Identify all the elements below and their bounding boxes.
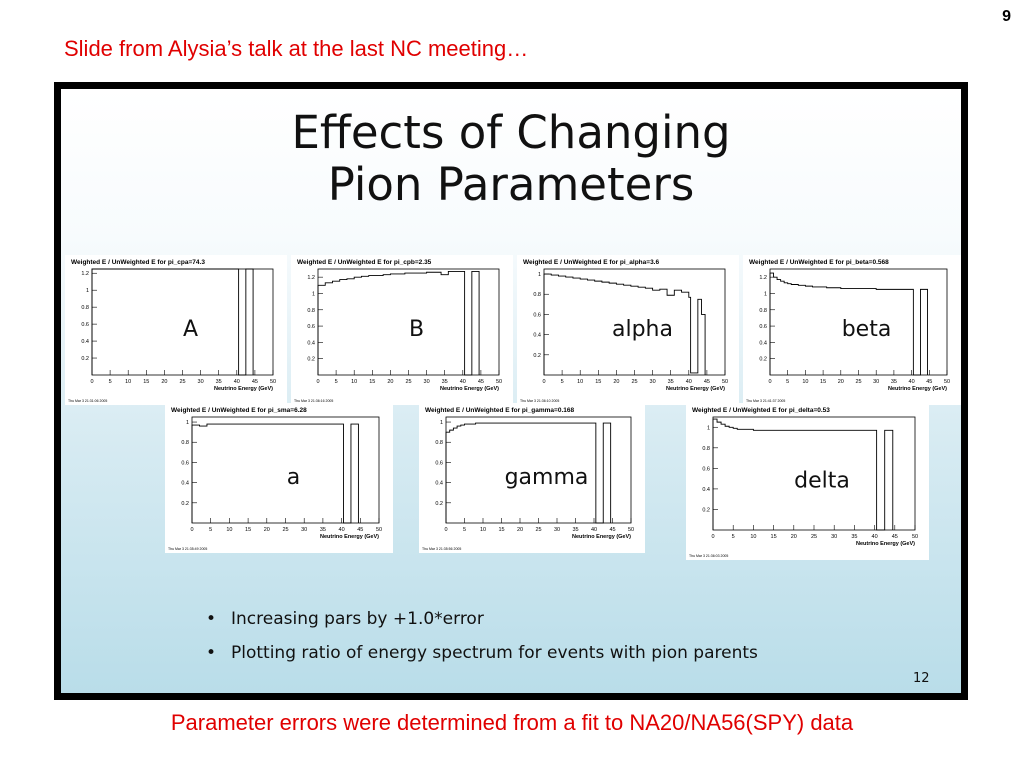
x-tick-label: 45 [703,379,710,385]
x-tick-label: 10 [750,534,757,540]
y-tick-label: 0.8 [759,307,767,314]
y-tick-label: 0.8 [435,440,443,447]
chart-svg [686,403,929,560]
slide-title-line-2: Pion Parameters [327,158,695,211]
chart-title: Weighted E / UnWeighted E for pi_alpha=3.6 [523,259,660,266]
y-tick-label: 1 [85,288,89,295]
x-tick-label: 40 [908,379,915,385]
x-tick-label: 45 [251,379,258,385]
x-tick-label: 50 [721,379,729,385]
y-tick-label: 0.6 [81,322,89,329]
x-tick-label: 35 [441,379,448,385]
y-tick-label: 0.8 [533,292,541,299]
top-caption: Slide from Alysia’s talk at the last NC meeting… [64,36,529,61]
y-tick-label: 0.2 [533,352,541,359]
chart-panel-gamma [419,403,645,553]
x-axis-label: Neutrino Energy (GeV) [214,386,273,392]
x-tick-label: 40 [338,527,345,533]
x-tick-label: 5 [560,379,564,385]
chart-panel-a [165,403,393,553]
chart-svg [517,255,739,405]
x-tick-label: 5 [786,379,790,385]
x-tick-label: 15 [369,379,376,385]
x-tick-label: 20 [837,379,844,385]
y-tick-label: 0.8 [81,305,89,312]
x-tick-label: 50 [269,379,277,385]
chart-svg [165,403,393,553]
x-tick-label: 50 [375,527,383,533]
y-tick-label: 1 [537,272,541,279]
x-tick-label: 40 [459,379,466,385]
x-tick-label: 45 [926,379,933,385]
slide-number: 12 [913,671,930,686]
chart-title: Weighted E / UnWeighted E for pi_delta=0.53 [692,407,830,414]
x-tick-label: 15 [770,534,777,540]
y-tick-label: 0.6 [307,324,315,331]
y-tick-label: 0.4 [81,339,89,346]
x-tick-label: 10 [125,379,132,385]
bullet-dot: • [206,643,217,663]
x-tick-label: 40 [685,379,692,385]
x-tick-label: 0 [90,379,94,385]
chart-timestamp: Thu Mar 3 21:31:06 2005 [68,399,108,403]
chart-svg [743,255,961,405]
x-tick-label: 25 [855,379,862,385]
x-tick-label: 35 [215,379,222,385]
x-tick-label: 0 [542,379,546,385]
y-tick-label: 0.4 [759,340,767,347]
x-tick-label: 15 [245,527,252,533]
chart-label: gamma [504,465,589,490]
y-tick-label: 0.8 [307,307,315,314]
y-tick-label: 0.2 [81,356,89,363]
data-series-line [92,269,253,375]
x-tick-label: 45 [609,527,616,533]
y-tick-label: 1.2 [307,275,315,282]
chart-timestamp: Thu Mar 3 21:36:16 2005 [294,399,334,403]
chart-panel-beta [743,255,961,405]
x-tick-label: 10 [479,527,487,533]
y-tick-label: 0.8 [181,440,189,447]
data-series-line [318,271,479,375]
chart-title: Weighted E / UnWeighted E for pi_cpa=74.3 [71,259,205,266]
x-tick-label: 0 [768,379,772,385]
x-tick-label: 50 [943,379,951,385]
x-axis-label: Neutrino Energy (GeV) [320,534,379,540]
y-tick-label: 1 [763,291,767,298]
x-axis-label: Neutrino Energy (GeV) [572,534,631,540]
x-tick-label: 40 [871,534,878,540]
x-tick-label: 35 [319,527,326,533]
chart-svg [65,255,287,405]
x-tick-label: 20 [613,379,620,385]
chart-timestamp: Thu Mar 3 21:35:56 2005 [422,547,462,551]
x-tick-label: 20 [790,534,797,540]
y-tick-label: 0.4 [307,340,315,347]
x-tick-label: 0 [190,527,194,533]
bullet-item [206,609,758,629]
x-tick-label: 10 [226,527,233,533]
slide-title-line-1: Effects of Changing [291,106,731,159]
x-tick-label: 30 [423,379,430,385]
x-axis-label: Neutrino Energy (GeV) [856,541,915,547]
bullet-list [206,609,758,677]
x-tick-label: 20 [263,527,270,533]
x-tick-label: 45 [357,527,364,533]
chart-title: Weighted E / UnWeighted E for pi_sma=6.28 [171,407,307,414]
y-tick-label: 0.6 [435,460,443,467]
x-tick-label: 15 [143,379,150,385]
x-tick-label: 35 [851,534,858,540]
chart-label: a [286,465,301,490]
chart-panel-delta [686,403,929,560]
x-tick-label: 25 [405,379,412,385]
y-tick-label: 0.6 [181,460,189,467]
x-tick-label: 30 [649,379,656,385]
x-tick-label: 10 [577,379,584,385]
chart-title: Weighted E / UnWeighted E for pi_cpb=2.35 [297,259,432,266]
y-tick-label: 0.4 [181,480,189,487]
chart-label: beta [841,317,892,342]
x-tick-label: 50 [911,534,919,540]
x-axis-label: Neutrino Energy (GeV) [888,386,947,392]
y-tick-label: 0.4 [702,486,710,493]
x-tick-label: 30 [301,527,308,533]
chart-label: B [408,317,425,342]
x-tick-label: 15 [595,379,602,385]
bullet-text: Increasing pars by +1.0*error [231,609,484,629]
chart-timestamp: Thu Mar 3 21:35:49 2005 [168,547,208,551]
x-tick-label: 50 [495,379,503,385]
x-tick-label: 40 [590,527,598,533]
chart-svg [291,255,513,405]
bullet-dot: • [206,609,217,629]
y-tick-label: 1.2 [759,275,767,282]
x-tick-label: 5 [731,534,735,540]
chart-svg [419,403,645,553]
y-tick-label: 1.2 [81,271,89,278]
x-tick-label: 40 [233,379,240,385]
y-tick-label: 0.6 [702,466,710,473]
chart-label: delta [794,468,850,494]
y-tick-label: 0.2 [181,500,189,507]
x-tick-label: 30 [831,534,838,540]
x-tick-label: 35 [890,379,897,385]
y-tick-label: 0.2 [759,356,767,363]
bullet-item [206,643,758,663]
x-tick-label: 5 [209,527,213,533]
x-axis-label: Neutrino Energy (GeV) [440,386,499,392]
data-series-line [192,424,358,523]
x-tick-label: 5 [462,527,467,533]
y-tick-label: 0.2 [702,507,710,514]
x-tick-label: 50 [627,527,635,533]
chart-timestamp: Thu Mar 3 21:36:10 2005 [520,399,560,403]
embedded-slide [54,82,968,700]
page-number: 9 [1002,8,1011,25]
x-tick-label: 0 [711,534,715,540]
y-tick-label: 0.2 [307,356,315,363]
x-tick-label: 45 [891,534,898,540]
x-tick-label: 25 [179,379,186,385]
y-tick-label: 0.4 [435,480,443,487]
chart-timestamp: Thu Mar 3 21:36:03 2005 [689,554,729,558]
y-tick-label: 1 [439,420,443,427]
x-tick-label: 15 [820,379,827,385]
y-tick-label: 0.6 [533,312,541,319]
x-tick-label: 35 [667,379,674,385]
x-tick-label: 30 [197,379,204,385]
chart-label: alpha [612,317,673,342]
y-tick-label: 1 [311,291,315,298]
x-tick-label: 10 [351,379,358,385]
x-tick-label: 30 [553,527,561,533]
y-tick-label: 0.4 [533,332,541,339]
chart-panel-A [65,255,287,405]
y-tick-label: 0.2 [435,500,443,507]
x-tick-label: 45 [477,379,484,385]
x-tick-label: 0 [444,527,448,533]
chart-timestamp: Thu Mar 3 21:41:37 2005 [746,399,786,403]
chart-title: Weighted E / UnWeighted E for pi_beta=0.568 [749,259,889,266]
x-axis-label: Neutrino Energy (GeV) [666,386,725,392]
x-tick-label: 35 [572,527,579,533]
x-tick-label: 25 [810,534,818,540]
chart-label: A [182,317,199,342]
y-tick-label: 0.6 [759,324,767,331]
x-tick-label: 20 [516,527,524,533]
slide-title [61,107,961,211]
x-tick-label: 10 [802,379,809,385]
x-tick-label: 30 [873,379,880,385]
x-tick-label: 25 [535,527,542,533]
x-tick-label: 25 [282,527,289,533]
y-tick-label: 1 [185,420,189,427]
x-tick-label: 0 [316,379,320,385]
slide-body [61,89,961,693]
x-tick-label: 20 [387,379,394,385]
bullet-text: Plotting ratio of energy spectrum for events with pion parents [231,643,758,663]
chart-panel-B [291,255,513,405]
x-tick-label: 25 [631,379,638,385]
x-tick-label: 5 [108,379,112,385]
x-tick-label: 15 [498,527,505,533]
x-tick-label: 20 [161,379,168,385]
x-tick-label: 5 [334,379,338,385]
chart-panel-alpha [517,255,739,405]
chart-title: Weighted E / UnWeighted E for pi_gamma=0.168 [425,407,575,414]
y-tick-label: 1 [706,425,710,432]
y-tick-label: 0.8 [702,445,710,452]
bottom-caption: Parameter errors were determined from a fit to NA20/NA56(SPY) data [170,710,854,735]
